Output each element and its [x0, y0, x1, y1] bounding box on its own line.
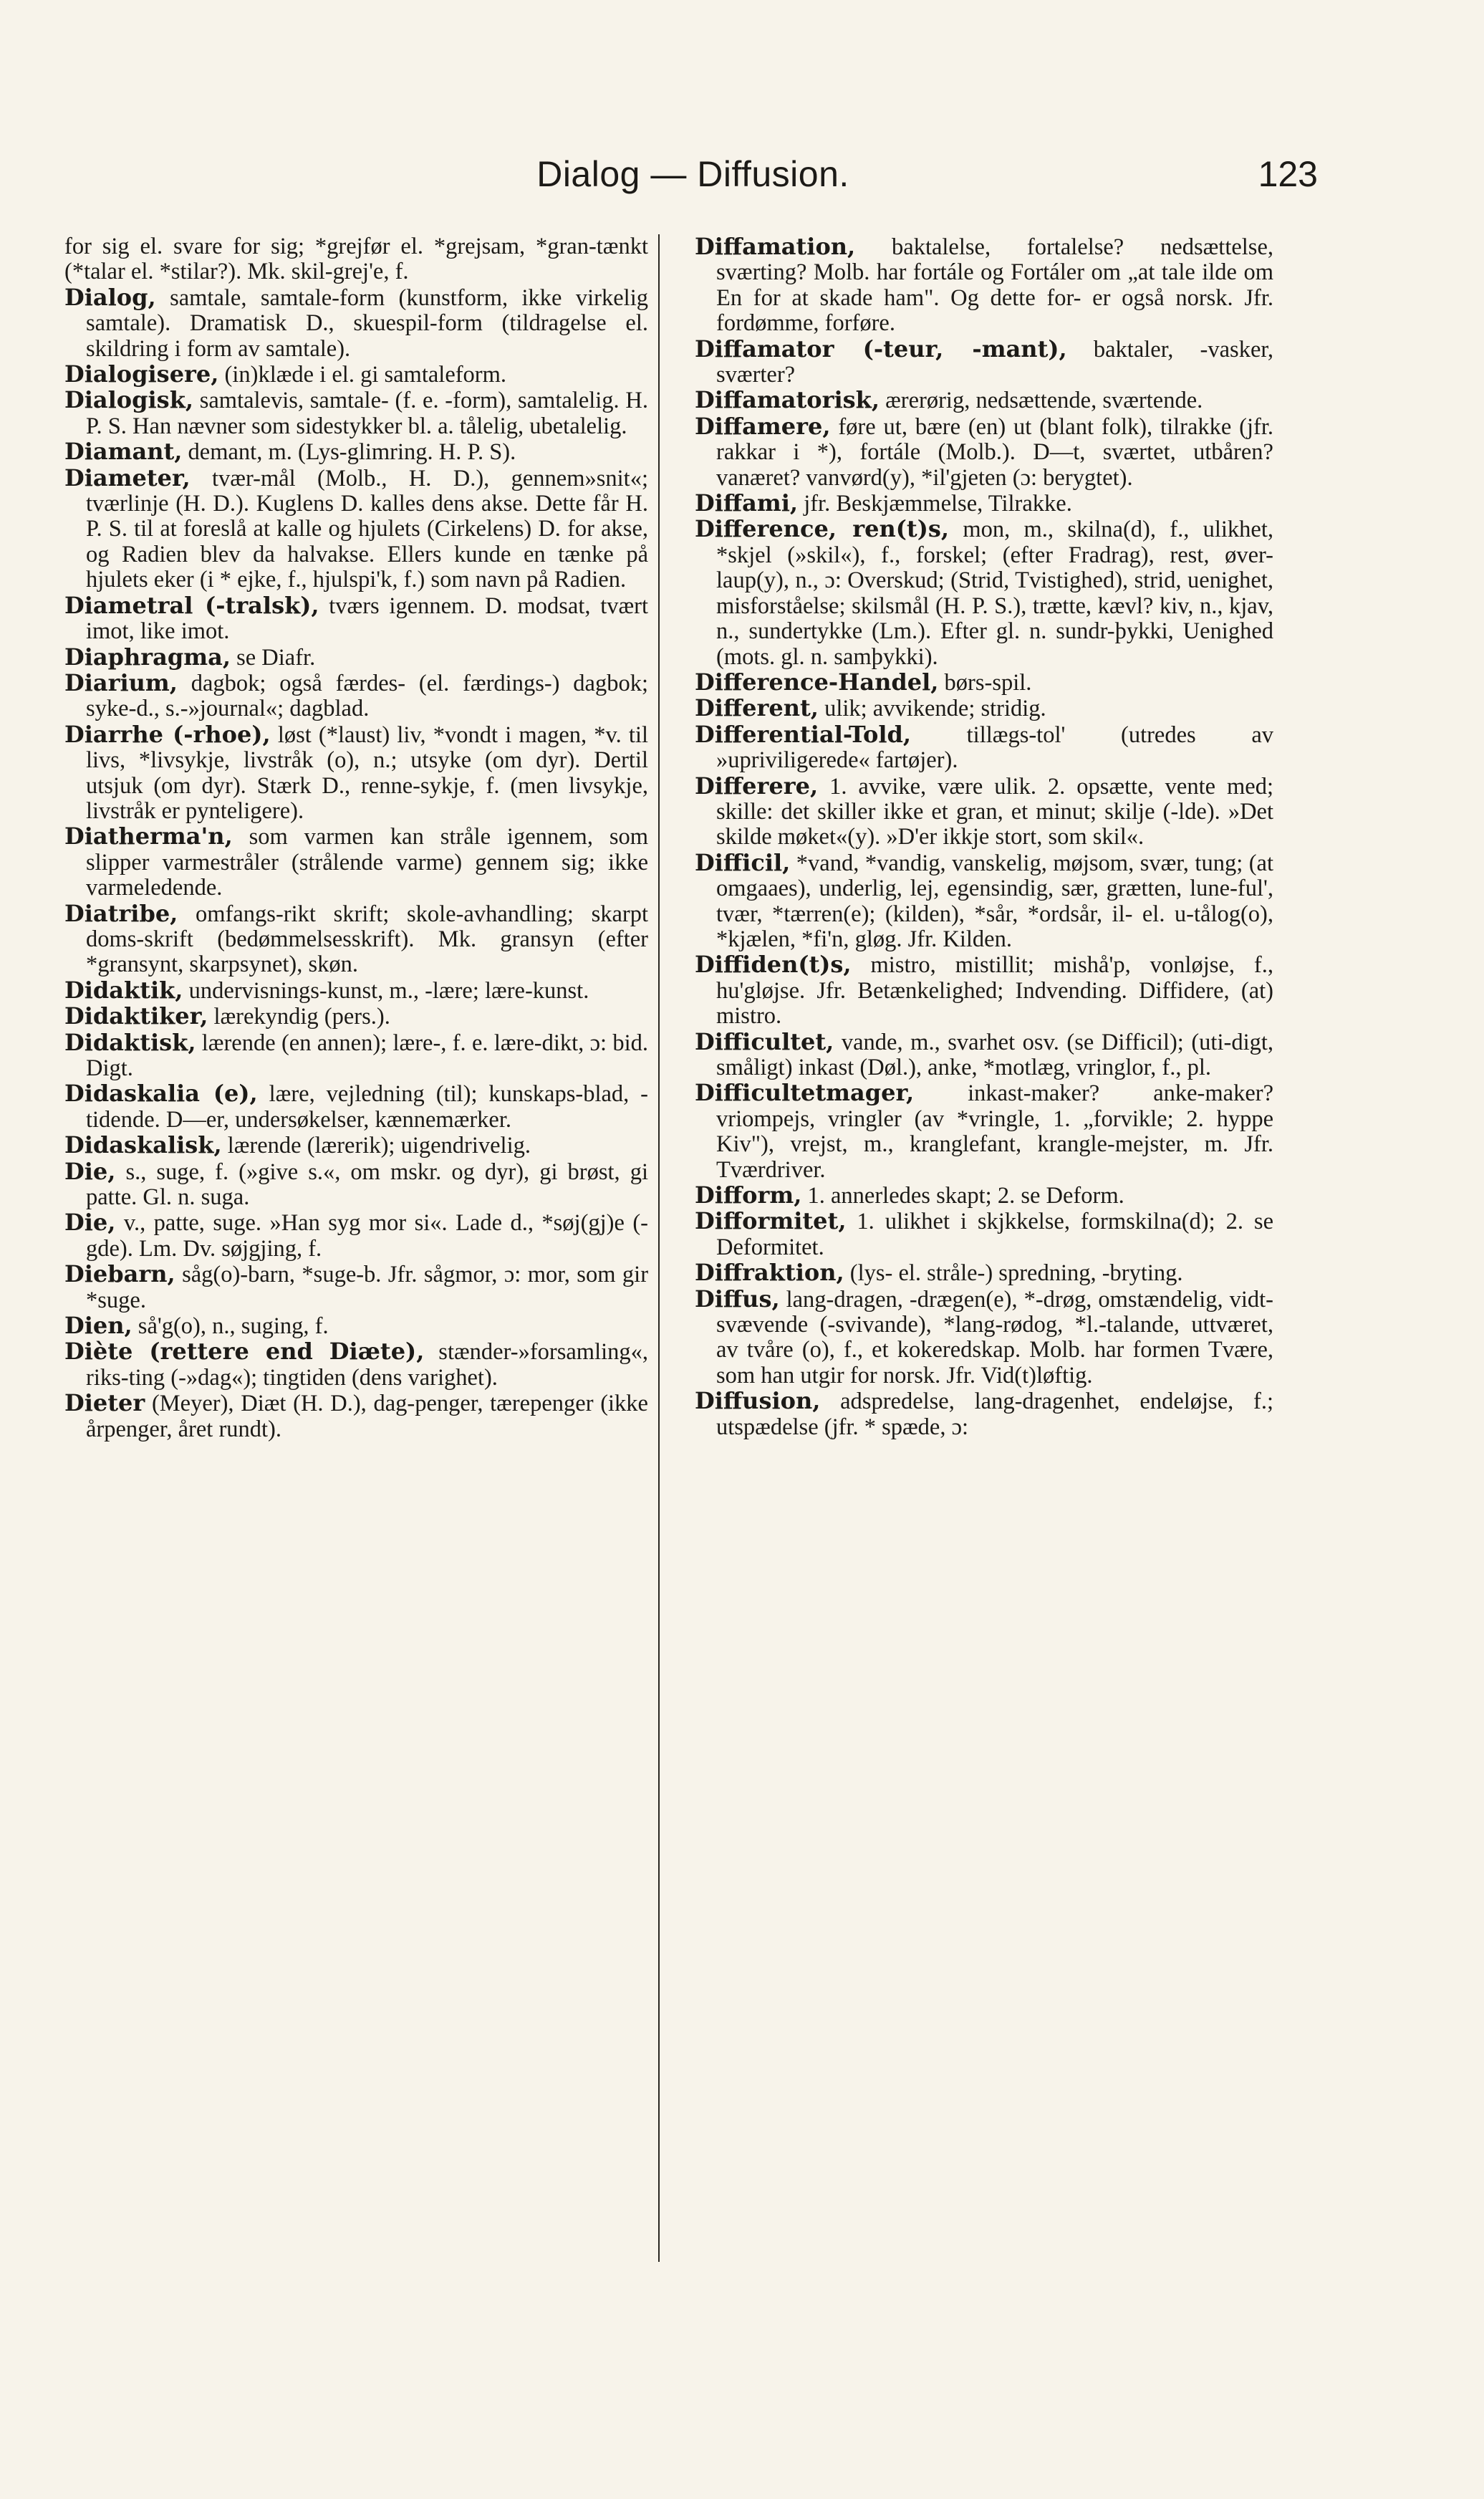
- entry-headword: Didaktiker,: [64, 1002, 208, 1030]
- running-title: Dialog — Diffusion.: [536, 154, 849, 194]
- entry-definition: s., suge, f. (»give s.«, om mskr. og dyr), gi brøst, gi patte. Gl. n. suga.: [86, 1159, 648, 1211]
- entry-headword: Diffamatorisk,: [695, 386, 880, 414]
- entry-definition: (Meyer), Diæt (H. D.), dag-penger, tærepenger (ikke årpenger, året rundt).: [86, 1391, 648, 1442]
- entry-headword: Die,: [64, 1209, 116, 1237]
- entry-definition: såg(o)-barn, *suge-b. Jfr. sågmor, ɔ: mor, som gir *suge.: [86, 1262, 648, 1313]
- entry-definition: tværs igennem. D. modsat, tvært imot, like imot.: [86, 593, 648, 645]
- entry-headword: Difformitet,: [695, 1207, 847, 1235]
- entry-headword: Dien,: [64, 1312, 132, 1340]
- entry-headword: Difference-Handel,: [695, 668, 939, 696]
- entry-headword: Difficultet,: [695, 1027, 834, 1055]
- entry-definition: adspredelse, lang-dragenhet, endeløjse, f.; utspædelse (jfr. * spæde, ɔ:: [716, 1388, 1273, 1440]
- entry-definition: mistro, mistillit; mishå'p, vonløjse, f., hu'gløjse. Jfr. Betænkelighed; Indvending. Diffidere, (at) mistro.: [716, 952, 1273, 1030]
- dictionary-entry: [64, 1262, 648, 1313]
- entry-definition: baktaler, -vasker, sværter?: [716, 336, 1273, 388]
- entry-definition: lang-dragen, -drægen(e), *-drøg, omstændelig, vidt-svævende (-svivande), *lang-rødog, *l.-talande, uttværet, av tvåre (o), f., et kokeredskap. Molb. har formen Tvære, som han utgir for norsk. Jfr. Vid(t)løftig.: [716, 1286, 1273, 1388]
- entry-headword: Diffraktion,: [695, 1259, 844, 1287]
- dictionary-entry: [695, 1027, 1273, 1081]
- entry-definition: inkast-maker? anke-maker? vriompejs, vringler (av *vringle, 1. „forvikle; 2. hyppe Kiv"), vrejst, m., kranglefant, krangle-mejster, m. Jfr. Tværdriver.: [716, 1080, 1273, 1183]
- dictionary-entry: [64, 1081, 648, 1133]
- entry-headword: Diffamation,: [695, 234, 856, 260]
- entry-definition: lære, vejledning (til); kunskaps-blad, -tidende. D—er, undersøkelser, kænnemærker.: [86, 1081, 648, 1133]
- entry-definition: undervisnings-kunst, m., -lære; lære-kunst.: [188, 977, 589, 1004]
- entry-definition: (lys- el. stråle-) spredning, -bryting.: [849, 1260, 1183, 1287]
- dictionary-entry: [695, 337, 1273, 388]
- entry-definition: så'g(o), n., suging, f.: [138, 1313, 329, 1340]
- entry-headword: Difficultetmager,: [695, 1079, 915, 1107]
- entry-definition: 1. ulikhet i skjkkelse, formskilna(d); 2. se Deformitet.: [716, 1209, 1273, 1260]
- entry-headword: Diffamere,: [695, 412, 831, 440]
- entry-definition: føre ut, bære (en) ut (blant folk), tilrakke (jfr. rakkar i *), fortále (Molb.). D—t, sværtet, utbåren? vanæret? vanvørd(y), *il'gjeten (ɔ: berygtet).: [716, 413, 1273, 491]
- entry-definition: dagbok; også færdes- (el. færdings-) dagbok; syke-d., s.-»journal«; dagblad.: [86, 670, 648, 722]
- dictionary-entry: [64, 1004, 648, 1030]
- entry-definition: som varmen kan stråle igennem, som slipper varmestråler (strålende varme) gennem sig; ikke varmeledende.: [86, 824, 648, 901]
- dictionary-entry: [695, 388, 1273, 413]
- entry-headword: Diète (rettere end Diæte),: [64, 1338, 425, 1366]
- entry-headword: Didaktisk,: [64, 1028, 196, 1056]
- dictionary-entry: [64, 1030, 648, 1082]
- entry-headword: Diebarn,: [64, 1260, 175, 1288]
- dictionary-entry: [64, 1313, 648, 1339]
- entry-definition: tvær-mål (Molb., H. D.), gennem»snit«; tværlinje (H. D.). Kuglens D. kalles dens akse. Dette får H. P. S. til at foreslå at kalle og hjulets (Cirkelens) D. for akse, og Radien blev da halvakse. Ellers kunde en tænke på hjulets eker (i * ejke, f., hjulspi'k, f.) som navn på Radien.: [86, 465, 648, 593]
- entry-definition: samtale, samtale-form (kunstform, ikke virkelig samtale). Dramatisk D., skuespil-form (tildragelse el. skildring i form av samtale).: [86, 284, 648, 362]
- entry-definition: *vand, *vandig, vanskelig, møjsom, svær, tung; (at omgaaes), underlig, lej, egensindig, sær, grætten, lune-ful', tvær, *tærren(e); (kilden), *sår, *ordsår, il- el. u-tålog(o), *kjælen, *fi'n, gløg. Jfr. Kilden.: [716, 850, 1273, 952]
- dictionary-entry: [695, 517, 1273, 669]
- entry-definition: børs-spil.: [944, 669, 1032, 696]
- dictionary-entry: [695, 670, 1273, 696]
- dictionary-entry: [695, 952, 1273, 1029]
- entry-definition: 1. avvike, være ulik. 2. opsætte, vente med; skille: det skiller ikke et gran, et minut; skilje (-lde). »Det skilde møket«(y). »D'er ikkje stort, som skil«.: [716, 773, 1273, 850]
- entry-definition: ærerørig, nedsættende, sværtende.: [885, 388, 1203, 414]
- entry-headword: Difficil,: [695, 848, 791, 876]
- entry-definition: for sig el. svare for sig; *grejfør el. *grejsam, *gran-tænkt (*talar el. *stilar?). Mk. skil-grej'e, f.: [64, 234, 648, 285]
- dictionary-entry: [64, 978, 648, 1004]
- dictionary-entry: [64, 1339, 648, 1391]
- entry-definition: (in)klæde i el. gi samtaleform.: [224, 362, 507, 388]
- entry-headword: Differential-Told,: [695, 720, 911, 748]
- entry-headword: Diarium,: [64, 668, 178, 696]
- entry-definition: 1. annerledes skapt; 2. se Deform.: [807, 1183, 1124, 1209]
- left-column: [64, 234, 648, 2384]
- entry-headword: Dialog,: [64, 283, 156, 311]
- entry-headword: Diameter,: [64, 464, 191, 491]
- dictionary-entry: [695, 774, 1273, 850]
- entry-definition: løst (*laust) liv, *vondt i magen, *v. til livs, *livsykje, livstråk (o), n.; utsyke (om dyr). Dertil utsjuk (om dyr). Stærk D., renne-sykje, f. (men livsykje, livstråk er pynteligere).: [86, 721, 648, 824]
- entry-headword: Didaktik,: [64, 976, 183, 1004]
- entry-definition: se Diafr.: [236, 644, 316, 671]
- dictionary-entry: [695, 1260, 1273, 1286]
- dictionary-entry: [695, 722, 1273, 774]
- column-divider: [658, 234, 660, 2262]
- entry-definition: jfr. Beskjæmmelse, Tilrakke.: [804, 491, 1072, 517]
- dictionary-entry: [64, 439, 648, 465]
- entry-headword: Dieter: [64, 1389, 145, 1417]
- dictionary-entry: [695, 1080, 1273, 1183]
- dictionary-entry: [64, 285, 648, 362]
- entry-headword: Didaskalisk,: [64, 1131, 222, 1159]
- entry-definition: samtalevis, samtale- (f. e. -form), samtalelig. H. P. S. Han nævner som sidestykker bl. a. tålelig, ubetalelig.: [86, 388, 648, 439]
- entry-headword: Didaskalia (e),: [64, 1080, 258, 1108]
- dictionary-entry: [64, 1210, 648, 1262]
- dictionary-entry: [64, 1391, 648, 1442]
- entry-definition: v., patte, suge. »Han syg mor si«. Lade d., *søj(gj)e (-gde). Lm. Dv. søjgjing, f.: [86, 1210, 648, 1262]
- entry-definition: omfangs-rikt skrift; skole-avhandling; skarpt doms-skrift (bedømmelsesskrift). Mk. gransyn (efter *gransynt, skarpsynet), skøn.: [86, 901, 648, 978]
- entry-definition: tillægs-tol' (utredes av »upriviligerede« fartøjer).: [716, 721, 1273, 774]
- dictionary-entry: [64, 722, 648, 825]
- entry-headword: Dialogisk,: [64, 386, 193, 414]
- entry-definition: mon, m., skilna(d), f., ulikhet, *skjel (»skil«), f., forskel; (efter Fradrag), rest, øver-laup(y), n., ɔ: Overskud; (Strid, Tvistighed), strid, uenighet, misforståelse; skilsmål (H. P. S.), trætte, kævl? kiv, n., kjav, n., sundertykke (Lm.). Efter gl. n. sundr-þykki, Uenighed (mots. gl. n. samþykki).: [716, 517, 1273, 670]
- entry-definition: vande, m., svarhet osv. (se Difficil); (uti-digt, småligt) inkast (Døl.), anke, *motlæg, vringlor, f., pl.: [716, 1029, 1273, 1080]
- dictionary-entry: [64, 1133, 648, 1159]
- dictionary-entry: [695, 1209, 1273, 1260]
- entry-definition: lærende (en annen); lære-, f. e. lære-dikt, ɔ: bid. Digt.: [86, 1030, 648, 1081]
- dictionary-entry: [64, 593, 648, 645]
- dictionary-entry: [695, 1183, 1273, 1209]
- entry-headword: Diffiden(t)s,: [695, 951, 852, 979]
- dictionary-entry: [695, 491, 1273, 517]
- dictionary-entry: [64, 824, 648, 901]
- dictionary-entry: [695, 1388, 1273, 1440]
- entry-headword: Diffamator (-teur, -mant),: [695, 335, 1067, 363]
- entry-definition: stænder-»forsamling«, riks-ting (-»dag«); tingtiden (dens varighet).: [86, 1339, 648, 1391]
- entry-headword: Diatherma'n,: [64, 822, 233, 850]
- entry-headword: Diffusion,: [695, 1387, 821, 1415]
- dictionary-entry: [64, 362, 648, 388]
- dictionary-entry: [64, 388, 648, 439]
- dictionary-entry: [64, 466, 648, 593]
- dictionary-entry: [64, 645, 648, 671]
- entry-definition: lærekyndig (pers.).: [213, 1004, 390, 1030]
- entry-headword: Diffami,: [695, 489, 799, 517]
- entry-definition: ulik; avvikende; stridig.: [824, 696, 1046, 722]
- entry-headword: Differere,: [695, 772, 819, 800]
- entry-headword: Difform,: [695, 1181, 802, 1209]
- page-header: [68, 153, 1318, 203]
- dictionary-entry: [64, 1159, 648, 1211]
- dictionary-entry: [695, 234, 1273, 337]
- page-number: 123: [1258, 154, 1318, 194]
- entry-definition: lærende (lærerik); uigendrivelig.: [227, 1133, 531, 1159]
- entry-headword: Different,: [695, 694, 819, 722]
- entry-definition: baktalelse, fortalelse? nedsættelse, sværting? Molb. har fortále og Fortáler om „at tale ilde om En for at skade ham". Og dette for- er også norsk. Jfr. fordømme, forføre.: [716, 234, 1273, 337]
- entry-headword: Difference, ren(t)s,: [695, 515, 950, 543]
- entry-headword: Diatribe,: [64, 899, 178, 927]
- dictionary-entry: [64, 901, 648, 978]
- dictionary-entry: [695, 1287, 1273, 1389]
- dictionary-entry: [695, 696, 1273, 721]
- entry-headword: Die,: [64, 1157, 116, 1185]
- right-column: [695, 234, 1273, 2384]
- entry-headword: Diarrhe (-rhoe),: [64, 720, 271, 748]
- entry-definition: demant, m. (Lys-glimring. H. P. S).: [188, 439, 516, 466]
- entry-headword: Diffus,: [695, 1285, 780, 1313]
- entry-headword: Diaphragma,: [64, 643, 231, 671]
- dictionary-entry: [64, 668, 648, 722]
- entry-headword: Diametral (-tralsk),: [64, 591, 319, 619]
- dictionary-entry: [695, 414, 1273, 491]
- dictionary-entry: [64, 234, 648, 285]
- entry-headword: Diamant,: [64, 438, 183, 466]
- entry-headword: Dialogisere,: [64, 360, 219, 388]
- dictionary-entry: [695, 850, 1273, 953]
